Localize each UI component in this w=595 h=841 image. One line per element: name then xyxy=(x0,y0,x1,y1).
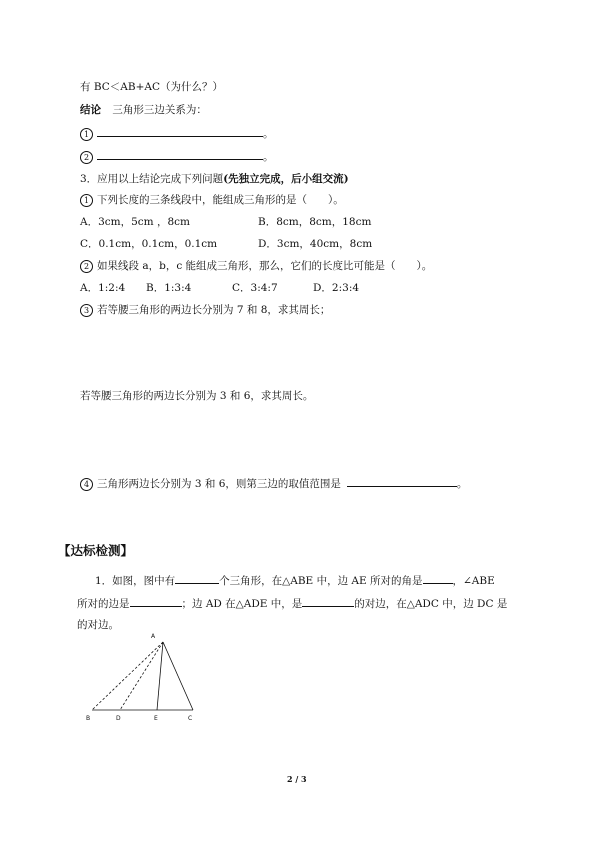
text-line: 有 BC＜AB+AC（为什么？） xyxy=(80,81,223,93)
figure-label: C xyxy=(188,715,193,720)
option-b: B．1:3:4 xyxy=(146,282,192,294)
exercise-text: ；边 AD 在△ADE 中，是 xyxy=(181,598,303,610)
circled-number: 1 xyxy=(80,128,93,141)
punctuation: 。 xyxy=(263,128,274,140)
segment-ab xyxy=(92,642,163,710)
circled-number: 2 xyxy=(80,151,93,164)
answer-blank xyxy=(302,596,354,607)
problem-2-text: 如果线段 a，b，c 能组成三角形，那么，它们的长度比可能是（ ）。 xyxy=(97,260,433,272)
option-b: B．8cm，8cm，18cm xyxy=(258,216,372,228)
option-a: A．3cm，5cm ，8cm xyxy=(80,216,190,228)
answer-blank xyxy=(97,149,263,160)
option-d: D．2:3:4 xyxy=(313,282,360,294)
conclusion-text: 三角形三边关系为： xyxy=(112,104,207,116)
exercise-text: ，∠ABE xyxy=(452,575,495,587)
option-c: C．3:4:7 xyxy=(232,282,278,294)
section-title: 【达标检测】 xyxy=(58,543,134,558)
answer-blank xyxy=(130,596,182,607)
page-number: 2 / 3 xyxy=(287,774,307,784)
option-c: C．0.1cm，0.1cm，0.1cm xyxy=(80,238,218,250)
segment-ae xyxy=(157,642,163,710)
figure-label: E xyxy=(154,715,158,720)
triangle-figure xyxy=(85,630,215,720)
question-3-text: 3．应用以上结论完成下列问题 xyxy=(80,173,224,185)
problem-1 xyxy=(80,193,344,207)
question-3-instruction: (先独立完成，后小组交流) xyxy=(223,173,349,185)
circled-number: 3 xyxy=(80,304,93,317)
exercise-1-line-2 xyxy=(77,596,507,611)
answer-blank xyxy=(175,573,219,584)
answer-blank xyxy=(347,476,457,487)
figure-label: B xyxy=(86,715,91,720)
option-a: A．1:2:4 xyxy=(80,282,126,294)
figure-label: A xyxy=(151,633,156,640)
problem-3-text: 若等腰三角形的两边长分别为 7 和 8，求其周长； xyxy=(97,304,331,316)
exercise-text: 个三角形，在△ABE 中，边 AE 所对的角是 xyxy=(219,575,423,587)
circled-number: 4 xyxy=(80,478,93,491)
question-3-heading xyxy=(80,172,349,186)
problem-3b-text: 若等腰三角形的两边长分别为 3 和 6，求其周长。 xyxy=(80,390,314,402)
option-d: D．3cm，40cm，8cm xyxy=(258,238,373,250)
conclusion-line xyxy=(80,103,207,117)
exercise-text: 的对边，在△ADC 中，边 DC 是 xyxy=(354,598,508,610)
problem-4 xyxy=(80,476,467,491)
exercise-1-line-3: 的对边。 xyxy=(77,619,119,631)
problem-3 xyxy=(80,303,330,317)
segment-ad xyxy=(120,642,163,710)
problem-4-text: 三角形两边长分别为 3 和 6，则第三边的取值范围是 xyxy=(97,478,341,490)
conclusion-label: 结论 xyxy=(80,104,101,116)
problem-1-text: 下列长度的三条线段中，能组成三角形的是（ ）。 xyxy=(97,194,344,206)
circled-number: 1 xyxy=(80,194,93,207)
segment-ac xyxy=(163,642,193,710)
exercise-1-line-1 xyxy=(95,573,495,588)
punctuation: 。 xyxy=(456,478,468,490)
punctuation: 。 xyxy=(263,151,274,163)
circled-number: 2 xyxy=(80,260,93,273)
problem-2 xyxy=(80,259,432,273)
figure-label: D xyxy=(116,715,121,720)
exercise-text: 1．如图，图中有 xyxy=(95,575,176,587)
exercise-text: 所对的边是 xyxy=(77,598,130,610)
answer-blank xyxy=(97,126,263,137)
conclusion-item-1 xyxy=(80,126,274,141)
answer-blank xyxy=(423,573,453,584)
conclusion-item-2 xyxy=(80,149,274,164)
